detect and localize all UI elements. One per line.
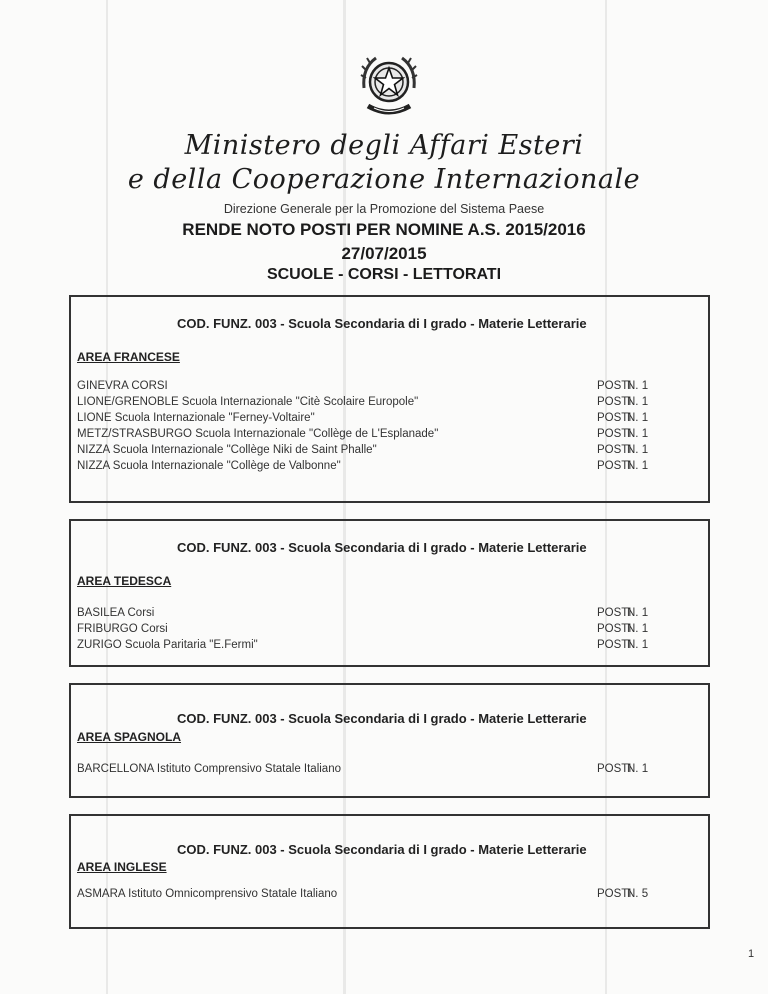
ministry-name-line2: e della Cooperazione Internazionale: [127, 164, 641, 195]
table-row: [77, 460, 702, 476]
document-title: RENDE NOTO POSTI PER NOMINE A.S. 2015/2016: [182, 220, 586, 239]
table-row: [77, 412, 702, 428]
section-heading: COD. FUNZ. 003 - Scuola Secondaria di I grado - Materie Letterarie: [177, 711, 587, 726]
posti-label: POSTI: [597, 623, 632, 635]
italian-republic-emblem-icon: [354, 48, 424, 124]
school-name: METZ/STRASBURGO Scuola Internazionale "Collège de L'Esplanade": [77, 428, 439, 440]
section-area-tedesca: [69, 519, 710, 667]
posti-count: N. 1: [627, 380, 649, 392]
section-heading: COD. FUNZ. 003 - Scuola Secondaria di I grado - Materie Letterarie: [177, 316, 587, 331]
area-title: AREA INGLESE: [77, 860, 167, 874]
posti-label: POSTI: [597, 428, 632, 440]
area-title: AREA TEDESCA: [77, 574, 172, 588]
posti-label: POSTI: [597, 888, 632, 900]
posti-count: N. 1: [627, 460, 649, 472]
posti-label: POSTI: [597, 607, 632, 619]
document-subtitle: SCUOLE - CORSI - LETTORATI: [266, 266, 502, 283]
posti-count: N. 1: [627, 639, 649, 651]
posti-label: POSTI: [597, 380, 632, 392]
school-name: NIZZA Scuola Internazionale "Collège Niki de Saint Phalle": [77, 444, 377, 456]
school-name: ASMARA Istituto Omnicomprensivo Statale Italiano: [77, 888, 338, 900]
posti-count: N. 1: [627, 396, 649, 408]
area-title: AREA FRANCESE: [77, 350, 180, 364]
section-area-spagnola: [69, 683, 710, 798]
posti-label: POSTI: [597, 460, 632, 472]
posti-count: N. 1: [627, 623, 649, 635]
table-row: [77, 607, 702, 623]
section-heading: COD. FUNZ. 003 - Scuola Secondaria di I grado - Materie Letterarie: [177, 540, 587, 555]
table-row: [77, 623, 702, 639]
table-row: [77, 396, 702, 412]
posti-label: POSTI: [597, 763, 632, 775]
section-area-inglese: [69, 814, 710, 929]
school-name: NIZZA Scuola Internazionale "Collège de Valbonne": [77, 460, 341, 472]
school-name: FRIBURGO Corsi: [77, 623, 168, 635]
posti-count: N. 1: [627, 444, 649, 456]
table-row: [77, 639, 702, 655]
table-row: [77, 763, 702, 779]
school-name: LIONE/GRENOBLE Scuola Internazionale "Citè Scolaire Europole": [77, 396, 419, 408]
posti-count: N. 5: [627, 888, 649, 900]
document-date: 27/07/2015: [341, 244, 427, 263]
section-heading: COD. FUNZ. 003 - Scuola Secondaria di I grado - Materie Letterarie: [177, 842, 587, 857]
area-title: AREA SPAGNOLA: [77, 730, 182, 744]
table-row: [77, 888, 702, 904]
school-name: BARCELLONA Istituto Comprensivo Statale Italiano: [77, 763, 341, 775]
posti-label: POSTI: [597, 444, 632, 456]
posti-count: N. 1: [627, 428, 649, 440]
table-row: [77, 428, 702, 444]
ministry-name-line1: Ministero degli Affari Esteri: [184, 130, 584, 161]
school-name: LIONE Scuola Internazionale "Ferney-Voltaire": [77, 412, 315, 424]
table-row: [77, 380, 702, 396]
directorate-name: Direzione Generale per la Promozione del Sistema Paese: [223, 202, 545, 216]
posti-label: POSTI: [597, 639, 632, 651]
school-name: GINEVRA CORSI: [77, 380, 168, 392]
posti-count: N. 1: [627, 412, 649, 424]
school-name: ZURIGO Scuola Paritaria "E.Fermi": [77, 639, 258, 651]
posti-label: POSTI: [597, 412, 632, 424]
section-area-francese: [69, 295, 710, 503]
school-name: BASILEA Corsi: [77, 607, 155, 619]
page-number: 1: [748, 948, 755, 960]
posti-count: N. 1: [627, 607, 649, 619]
table-row: [77, 444, 702, 460]
posti-label: POSTI: [597, 396, 632, 408]
posti-count: N. 1: [627, 763, 649, 775]
